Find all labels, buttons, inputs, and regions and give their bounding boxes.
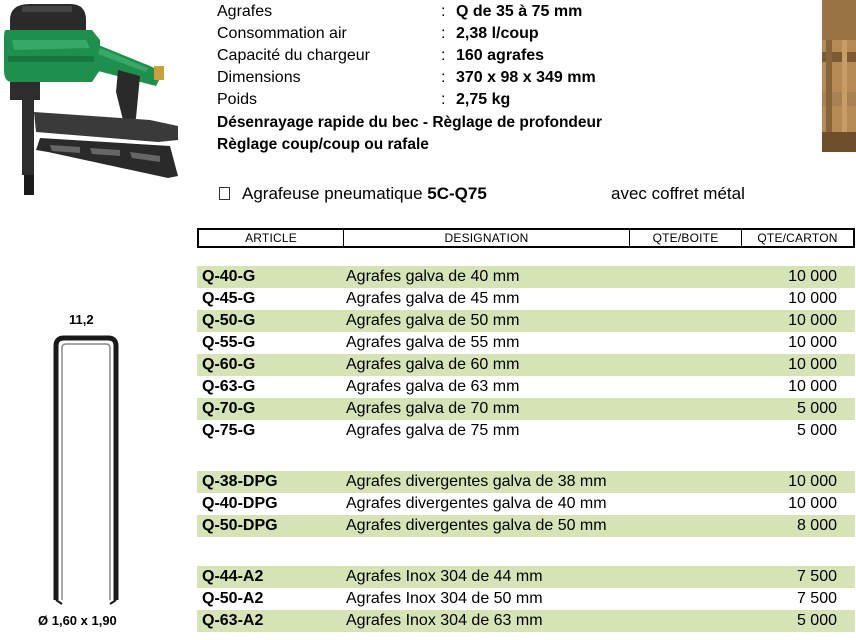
article-ref: Q-60-G — [202, 356, 256, 373]
table-row — [197, 588, 855, 610]
table-row — [197, 420, 855, 442]
product-model: 5C-Q75 — [427, 184, 487, 203]
article-ref: Q-50-A2 — [202, 590, 264, 607]
article-designation: Agrafes galva de 50 mm — [346, 312, 520, 329]
spec-separator: : — [441, 47, 446, 64]
article-ref: Q-45-G — [202, 290, 256, 307]
column-header-article: ARTICLE — [199, 230, 344, 246]
article-ref: Q-40-DPG — [202, 495, 278, 512]
article-qte-carton: 10 000 — [788, 473, 837, 490]
article-qte-carton: 8 000 — [796, 517, 837, 534]
feature-line: Désenrayage rapide du bec - Règlage de profondeur — [217, 114, 603, 131]
spec-separator: : — [441, 25, 446, 42]
article-designation: Agrafes galva de 60 mm — [346, 356, 520, 373]
article-qte-carton: 5 000 — [796, 422, 837, 439]
feature-line: Règlage coup/coup ou rafale — [217, 136, 429, 153]
article-qte-carton: 7 500 — [796, 568, 837, 585]
checkbox-icon — [219, 187, 230, 200]
spec-separator: : — [441, 69, 446, 86]
article-designation: Agrafes divergentes galva de 40 mm — [346, 495, 607, 512]
product-option: avec coffret métal — [611, 184, 745, 203]
product-type: Agrafeuse pneumatique — [242, 184, 423, 203]
article-ref: Q-63-A2 — [202, 612, 264, 629]
column-header-qte-carton: QTE/CARTON — [757, 231, 838, 245]
table-row — [197, 493, 855, 515]
article-designation: Agrafes Inox 304 de 44 mm — [346, 568, 543, 585]
spec-label: Capacité du chargeur — [217, 47, 370, 64]
article-qte-carton: 10 000 — [788, 290, 837, 307]
staple-width-label: 11,2 — [69, 312, 94, 327]
spec-label: Agrafes — [217, 3, 273, 20]
article-designation: Agrafes divergentes galva de 38 mm — [346, 473, 607, 490]
product-line — [219, 182, 745, 206]
article-ref: Q-70-G — [202, 400, 256, 417]
article-designation: Agrafes divergentes galva de 50 mm — [346, 517, 607, 534]
spec-value: 160 agrafes — [456, 47, 545, 64]
table-row — [197, 398, 855, 420]
article-designation: Agrafes galva de 70 mm — [346, 400, 520, 417]
article-qte-carton: 10 000 — [788, 495, 837, 512]
spec-value: Q de 35 à 75 mm — [456, 3, 583, 20]
article-ref: Q-63-G — [202, 378, 256, 395]
article-ref: Q-38-DPG — [202, 473, 278, 490]
spec-separator: : — [441, 91, 446, 108]
article-ref: Q-40-G — [202, 268, 256, 285]
table-row — [197, 266, 855, 288]
article-designation: Agrafes Inox 304 de 50 mm — [346, 590, 543, 607]
article-qte-carton: 10 000 — [788, 378, 837, 395]
table-row — [197, 332, 855, 354]
column-header-qte-boite: QTE/BOITE — [630, 230, 742, 246]
spec-value: 2,38 l/coup — [456, 25, 539, 42]
pallet-photo — [822, 0, 856, 152]
article-qte-carton: 7 500 — [796, 590, 837, 607]
article-ref: Q-50-DPG — [202, 517, 278, 534]
article-designation: Agrafes galva de 63 mm — [346, 378, 520, 395]
article-qte-carton: 5 000 — [796, 400, 837, 417]
article-qte-carton: 10 000 — [788, 334, 837, 351]
article-ref: Q-50-G — [202, 312, 256, 329]
article-designation: Agrafes galva de 75 mm — [346, 422, 520, 439]
spec-value: 370 x 98 x 349 mm — [456, 69, 596, 86]
staple-diagram — [48, 334, 124, 606]
spec-separator: : — [441, 3, 446, 20]
table-row — [197, 354, 855, 376]
table-row — [197, 515, 855, 537]
article-qte-carton: 10 000 — [788, 356, 837, 373]
article-designation: Agrafes galva de 40 mm — [346, 268, 520, 285]
spec-label: Poids — [217, 91, 258, 108]
article-ref: Q-75-G — [202, 422, 256, 439]
spec-label: Consommation air — [217, 25, 347, 42]
table-row — [197, 376, 855, 398]
article-designation: Agrafes galva de 55 mm — [346, 334, 520, 351]
column-header-designation: DESIGNATION — [344, 230, 630, 246]
table-row — [197, 566, 855, 588]
pneumatic-stapler-image — [0, 0, 185, 205]
table-header — [197, 228, 855, 248]
article-qte-carton: 10 000 — [788, 312, 837, 329]
staple-section-label: Ø 1,60 x 1,90 — [38, 613, 117, 628]
article-ref: Q-55-G — [202, 334, 256, 351]
article-qte-carton: 5 000 — [796, 612, 837, 629]
article-designation: Agrafes galva de 45 mm — [346, 290, 520, 307]
table-row — [197, 471, 855, 493]
table-row — [197, 310, 855, 332]
article-qte-carton: 10 000 — [788, 268, 837, 285]
article-designation: Agrafes Inox 304 de 63 mm — [346, 612, 543, 629]
table-row — [197, 610, 855, 632]
spec-value: 2,75 kg — [456, 91, 511, 108]
article-ref: Q-44-A2 — [202, 568, 264, 585]
spec-label: Dimensions — [217, 69, 301, 86]
table-row — [197, 288, 855, 310]
